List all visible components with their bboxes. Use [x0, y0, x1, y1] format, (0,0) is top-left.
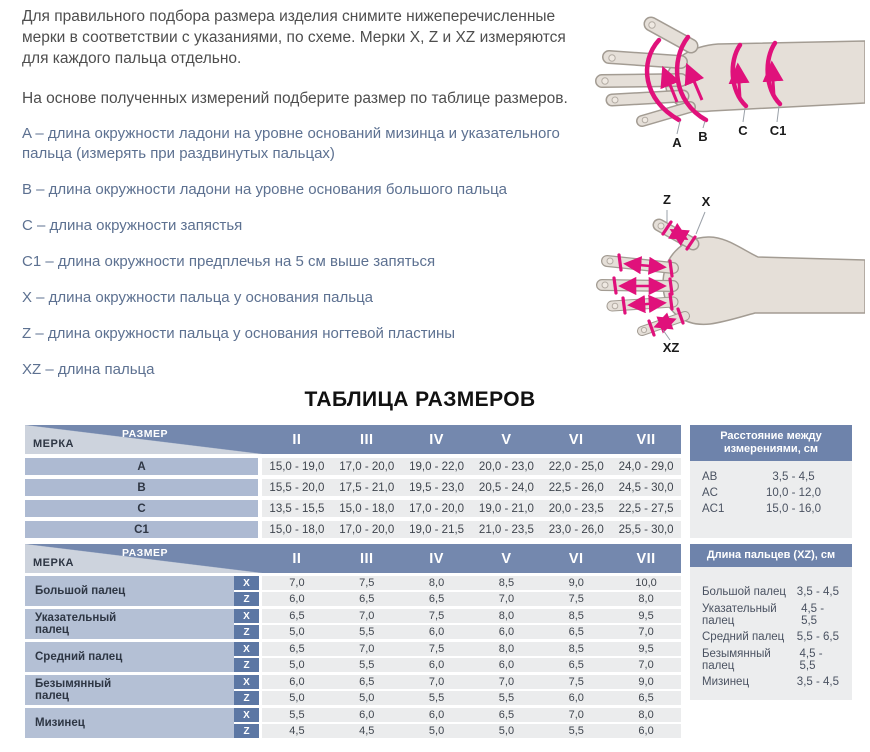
- table-cell: 17,0 - 20,0: [332, 521, 402, 538]
- panel-value: 15,0 - 16,0: [766, 503, 821, 515]
- x-values-row: [262, 708, 681, 722]
- table-cell: 4,5: [262, 724, 332, 738]
- table-cell: 8,5: [541, 642, 611, 656]
- table-cell: 13,5 - 15,5: [262, 500, 332, 517]
- table-cell: 22,0 - 25,0: [541, 458, 611, 475]
- table-cell: 5,0: [402, 724, 472, 738]
- table-cell: 8,5: [541, 609, 611, 623]
- table-cell: 25,5 - 30,0: [611, 521, 681, 538]
- row-label: C1: [25, 521, 258, 538]
- table-cell: 20,5 - 24,0: [472, 479, 542, 496]
- corner-size-label: РАЗМЕР: [122, 428, 168, 440]
- panel-key: Указательный палец: [702, 602, 777, 627]
- table2-corner-cell: [25, 544, 262, 573]
- table-cell: 6,5: [611, 691, 681, 705]
- table-cell: 22,5 - 27,5: [611, 500, 681, 517]
- table-cell: 6,5: [402, 592, 472, 606]
- z-badge: Z: [234, 625, 259, 639]
- table-cell: 5,0: [262, 625, 332, 639]
- table-cell: 19,0 - 22,0: [402, 458, 472, 475]
- table-cell: 6,5: [262, 642, 332, 656]
- hand-finger-diagram: [593, 180, 865, 366]
- table-cell: 5,5: [541, 724, 611, 738]
- finger-group-middle: [25, 642, 681, 672]
- panel-key: Мизинец: [702, 676, 750, 689]
- size-col-V: V: [501, 550, 512, 567]
- finger-label: Безымянный палец: [35, 678, 112, 702]
- table-cell: 15,0 - 19,0: [262, 458, 332, 475]
- table-cell: 15,0 - 18,0: [262, 521, 332, 538]
- panel-value: 10,0 - 12,0: [766, 487, 821, 499]
- intro-text-block: [22, 6, 582, 128]
- table-cell: 7,5: [402, 609, 472, 623]
- table-cell: 17,0 - 20,0: [332, 458, 402, 475]
- panel-value: 3,5 - 4,5: [796, 676, 839, 689]
- x-values-row: [262, 576, 681, 590]
- size-col-IV: IV: [429, 431, 444, 448]
- finger-label: Указательный палец: [35, 612, 117, 636]
- table-cell: 5,5: [332, 625, 402, 639]
- size-col-V: V: [501, 431, 512, 448]
- panel-row-pinky: [702, 671, 839, 694]
- panel-value: 4,5 - 5,5: [801, 602, 825, 627]
- label-xz: XZ: [662, 340, 680, 355]
- table-cell: 6,5: [332, 592, 402, 606]
- panel-key: Большой палец: [702, 586, 786, 599]
- x-badge: X: [234, 576, 259, 590]
- panel-row-ac1: [702, 501, 840, 517]
- table-cell: 5,0: [472, 724, 542, 738]
- panel-key: Средний палец: [702, 631, 785, 644]
- label-c: C: [738, 123, 748, 138]
- table-cell: 19,0 - 21,5: [402, 521, 472, 538]
- z-badge: Z: [234, 724, 259, 738]
- size-col-VII: VII: [636, 550, 656, 567]
- table-cell: 8,0: [611, 592, 681, 606]
- table-cell: 24,0 - 29,0: [611, 458, 681, 475]
- table-cell: 5,5: [472, 691, 542, 705]
- table-cell: 23,0 - 26,0: [541, 521, 611, 538]
- size-table-circumferences: [25, 425, 681, 538]
- table-cell: 10,0: [611, 576, 681, 590]
- finger-label: Мизинец: [35, 717, 85, 729]
- table-row-b: [25, 479, 681, 496]
- x-badge: X: [234, 642, 259, 656]
- panel-value: 3,5 - 4,5: [796, 586, 839, 599]
- size-col-III: III: [359, 431, 374, 448]
- table-cell: 8,0: [472, 609, 542, 623]
- x-badge: X: [234, 675, 259, 689]
- panel-row-middle: [702, 626, 839, 649]
- z-values-row: [262, 625, 681, 639]
- z-values-row: [262, 724, 681, 738]
- z-badge: Z: [234, 691, 259, 705]
- x-values-row: [262, 609, 681, 623]
- table-cell: 20,0 - 23,0: [472, 458, 542, 475]
- table-cell: 6,0: [402, 625, 472, 639]
- label-b: B: [698, 129, 708, 144]
- table-cell: 7,0: [611, 625, 681, 639]
- definition-c: C – длина окружности запястья: [22, 217, 243, 234]
- table-cell: 6,0: [472, 658, 542, 672]
- table-cell: 7,0: [611, 658, 681, 672]
- panel-row-ac: [702, 485, 840, 501]
- table-cell: 5,5: [402, 691, 472, 705]
- table-cell: 8,0: [402, 576, 472, 590]
- table-cell: 7,5: [541, 675, 611, 689]
- row-label: C: [25, 500, 258, 517]
- table-cell: 6,5: [472, 708, 542, 722]
- finger-label: Большой палец: [35, 585, 126, 597]
- definition-xz: XZ – длина пальца: [22, 361, 155, 378]
- table-cell: 6,0: [402, 658, 472, 672]
- z-badge: Z: [234, 658, 259, 672]
- panel-key: AC: [702, 487, 718, 499]
- table-cell: 4,5: [332, 724, 402, 738]
- finger-group-ring: [25, 675, 681, 705]
- table-row-c: [25, 500, 681, 517]
- row-label: A: [25, 458, 258, 475]
- finger-label: Средний палец: [35, 651, 123, 663]
- panel-value: 3,5 - 4,5: [772, 471, 815, 483]
- definition-x: X – длина окружности пальца у основания пальца: [22, 289, 374, 306]
- row-label: B: [25, 479, 258, 496]
- size-col-III: III: [359, 550, 374, 567]
- table-cell: 20,0 - 23,5: [541, 500, 611, 517]
- hand-circumference-diagram: [593, 4, 865, 156]
- panel-value: 5,5 - 6,5: [796, 631, 839, 644]
- table-cell: 17,0 - 20,0: [402, 500, 472, 517]
- definition-b: B – длина окружности ладони на уровне основания большого пальца: [22, 181, 508, 198]
- label-a: A: [672, 135, 682, 150]
- table-cell: 6,0: [541, 691, 611, 705]
- z-values-row: [262, 592, 681, 606]
- panel-key: AC1: [702, 503, 725, 515]
- table-cell: 21,0 - 23,5: [472, 521, 542, 538]
- intro-paragraph-2: На основе полученных измерений подберите размер по таблице размеров.: [22, 90, 568, 107]
- panel-measurement-distances: [690, 425, 852, 538]
- panel-row-index: [702, 604, 839, 627]
- table-cell: 5,0: [262, 658, 332, 672]
- table-row-a: [25, 458, 681, 475]
- panel-key: AB: [702, 471, 718, 483]
- table-cell: 24,5 - 30,0: [611, 479, 681, 496]
- table-cell: 5,0: [332, 691, 402, 705]
- label-z: Z: [663, 192, 671, 207]
- table-cell: 22,5 - 26,0: [541, 479, 611, 496]
- table-cell: 7,0: [472, 592, 542, 606]
- label-c1: C1: [769, 123, 787, 138]
- fingernails: [602, 223, 664, 333]
- panel-value: 4,5 - 5,5: [799, 647, 823, 672]
- table-cell: 6,0: [402, 708, 472, 722]
- finger-group-thumb: [25, 576, 681, 606]
- table-cell: 7,0: [262, 576, 332, 590]
- x-badge: X: [234, 708, 259, 722]
- table-cell: 7,5: [402, 642, 472, 656]
- table-cell: 19,5 - 23,0: [402, 479, 472, 496]
- size-col-VI: VI: [568, 550, 584, 567]
- definition-c1: C1 – длина окружности предплечья на 5 см выше запяться: [22, 253, 436, 270]
- corner-measure-label: МЕРКА: [33, 557, 74, 569]
- table-cell: 6,0: [262, 675, 332, 689]
- table-cell: 6,0: [262, 592, 332, 606]
- z-values-row: [262, 658, 681, 672]
- panel-body: [690, 461, 852, 538]
- table-cell: 7,0: [541, 708, 611, 722]
- x-values-row: [262, 642, 681, 656]
- table-cell: 5,0: [262, 691, 332, 705]
- z-values-row: [262, 691, 681, 705]
- measurement-definitions: [22, 124, 587, 396]
- label-x: X: [701, 194, 711, 209]
- intro-paragraph-1: Для правильного подбора размера изделия снимите нижеперечисленные мерки в соответствии с указаниями, по схеме. Мерки X, Z и XZ измеряются для каждого пальца отдельно.: [22, 8, 566, 67]
- size-table-fingers: [25, 544, 681, 738]
- table-cell: 6,0: [472, 625, 542, 639]
- table-cell: 19,0 - 21,0: [472, 500, 542, 517]
- table2-header-row: [25, 544, 681, 573]
- finger-group-pinky: [25, 708, 681, 738]
- table-row-c1: [25, 521, 681, 538]
- table-cell: 7,0: [332, 642, 402, 656]
- size-col-VII: VII: [636, 431, 656, 448]
- table-cell: 6,5: [332, 675, 402, 689]
- size-col-II: II: [292, 550, 302, 567]
- corner-size-label: РАЗМЕР: [122, 547, 168, 559]
- table-cell: 7,5: [541, 592, 611, 606]
- panel-header: Расстояние между измерениями, см: [690, 425, 852, 461]
- table-cell: 6,0: [611, 724, 681, 738]
- panel-row-ab: [702, 469, 840, 485]
- table-cell: 6,5: [541, 658, 611, 672]
- table-cell: 7,5: [332, 576, 402, 590]
- definition-z: Z – длина окружности пальца у основания ногтевой пластины: [22, 325, 456, 342]
- corner-measure-label: МЕРКА: [33, 438, 74, 450]
- finger-group-index: [25, 609, 681, 639]
- table-cell: 15,5 - 20,0: [262, 479, 332, 496]
- table-cell: 6,5: [541, 625, 611, 639]
- panel-finger-lengths: [690, 544, 852, 700]
- table-cell: 9,0: [541, 576, 611, 590]
- panel-header: Длина пальцев (XZ), см: [690, 544, 852, 567]
- x-badge: X: [234, 609, 259, 623]
- panel-body: [690, 567, 852, 700]
- size-col-II: II: [292, 431, 302, 448]
- panel-row-ring: [702, 649, 839, 672]
- table-cell: 8,5: [472, 576, 542, 590]
- size-col-VI: VI: [568, 431, 584, 448]
- table-cell: 7,0: [402, 675, 472, 689]
- table-cell: 9,5: [611, 609, 681, 623]
- size-col-IV: IV: [429, 550, 444, 567]
- definition-a: A – длина окружности ладони на уровне оснований мизинца и указательного пальца (измерять при раздвинутых пальцах): [22, 125, 560, 162]
- panel-key: Безымянный палец: [702, 647, 771, 672]
- size-table-title: ТАБЛИЦА РАЗМЕРОВ: [304, 388, 536, 411]
- table-cell: 6,5: [262, 609, 332, 623]
- table-cell: 9,0: [611, 675, 681, 689]
- panel-row-thumb: [702, 581, 839, 604]
- table-cell: 5,5: [332, 658, 402, 672]
- table-cell: 6,0: [332, 708, 402, 722]
- table-cell: 8,0: [472, 642, 542, 656]
- z-badge: Z: [234, 592, 259, 606]
- x-values-row: [262, 675, 681, 689]
- table1-corner-cell: [25, 425, 262, 454]
- table-cell: 9,5: [611, 642, 681, 656]
- table-cell: 5,5: [262, 708, 332, 722]
- table-cell: 7,0: [472, 675, 542, 689]
- table-cell: 7,0: [332, 609, 402, 623]
- table-cell: 17,5 - 21,0: [332, 479, 402, 496]
- table-cell: 8,0: [611, 708, 681, 722]
- table-cell: 15,0 - 18,0: [332, 500, 402, 517]
- table1-header-row: [25, 425, 681, 454]
